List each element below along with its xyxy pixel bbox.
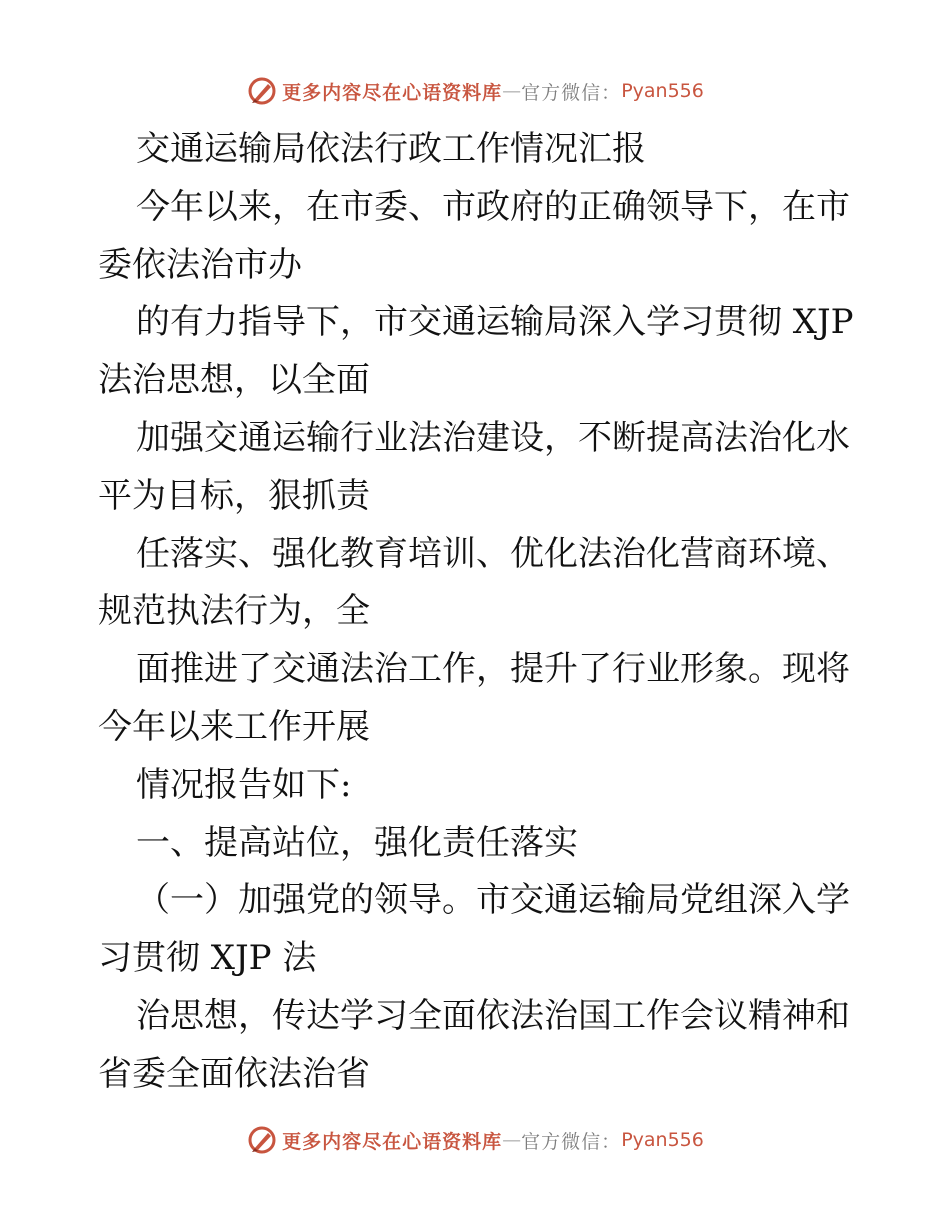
document-line: 任落实、强化教育培训、优化法治化营商环境、	[136, 533, 850, 574]
watermark-sub-text: 官方微信：	[521, 1130, 622, 1153]
document-line: 加强交通运输行业法治建设，不断提高法治化水	[136, 417, 850, 458]
document-line: 法治思想，以全面	[98, 360, 370, 401]
document-line: 交通运输局依法行政工作情况汇报	[136, 129, 646, 169]
document-line: 习贯彻 XJP 法	[98, 938, 317, 979]
document-line: 委依法治市办	[98, 244, 302, 285]
document-line: 今年以来工作开展	[98, 706, 370, 747]
watermark-banner-top	[0, 71, 950, 111]
document-line: 治思想，传达学习全面依法治国工作会议精神和	[136, 995, 850, 1036]
document-line: 的有力指导下，市交通运输局深入学习贯彻 XJP	[136, 302, 854, 343]
document-line: （一）加强党的领导。市交通运输局党组深入学	[136, 880, 850, 921]
document-line: 平为目标，狠抓责	[98, 475, 370, 516]
watermark-main-text: 更多内容尽在心语资料库	[282, 81, 503, 104]
document-line: 省委全面依法治省	[98, 1053, 370, 1094]
watermark-banner-bottom	[0, 1120, 950, 1160]
pen-seal-icon	[246, 1124, 278, 1156]
document-line: 规范执法行为，全	[98, 591, 370, 632]
pen-seal-icon	[246, 75, 278, 107]
watermark-wechat-id: Pyan556	[621, 1129, 704, 1151]
watermark-dash: —	[502, 1129, 522, 1151]
document-line: 今年以来，在市委、市政府的正确领导下，在市	[136, 186, 850, 227]
document-body	[98, 121, 858, 1104]
watermark-main-text: 更多内容尽在心语资料库	[282, 1130, 503, 1153]
document-line: 情况报告如下:	[136, 764, 352, 805]
document-line: 面推进了交通法治工作，提升了行业形象。现将	[136, 649, 850, 690]
document-line: 一、提高站位，强化责任落实	[136, 822, 578, 863]
watermark-dash: —	[502, 80, 522, 102]
watermark-wechat-id: Pyan556	[621, 80, 704, 102]
watermark-sub-text: 官方微信：	[521, 81, 622, 104]
